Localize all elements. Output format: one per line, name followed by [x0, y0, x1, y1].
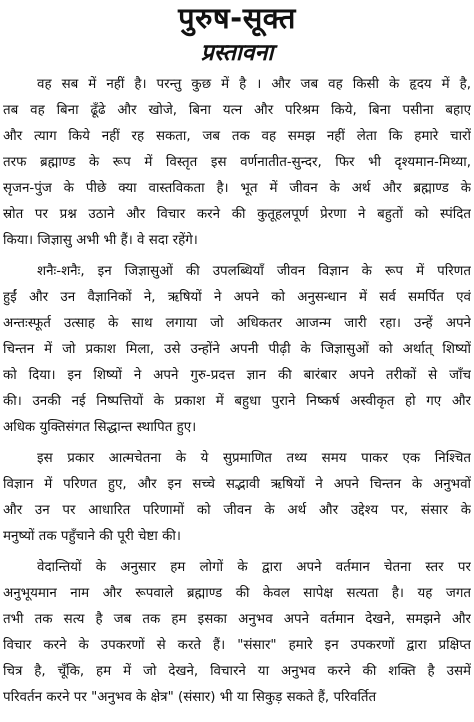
paragraph-line: किया। जिज्ञासु अभी भी हैं। वे सदा रहेंगे। [3, 233, 198, 248]
paragraph-line: वेदान्तियों के अनुसार हम लोगों के द्वारा अपने वर्तमान चेतना स्तर पर [37, 560, 471, 575]
paragraph-line: मनुष्यों तक पहुँचाने की पूरी चेष्टा की। [3, 529, 181, 544]
paragraph-line: अन्तःस्फूर्त उत्साह के साथ लगाया जो अधिकतर आजन्म जारी रहा। उन्हें अपने [3, 316, 471, 331]
paragraph-line: को दिया। इन शिष्यों ने अपने गुरु-प्रदत्त ज्ञान की बारंबार अपने तरीकों से जाँच [3, 368, 471, 383]
paragraph-line: चिन्तन में जो प्रकाश मिला, उसे उन्होंने अपनी पीढ़ी के जिज्ञासुओं को अर्थात् शिष्यों [3, 342, 471, 357]
paragraph-line: विज्ञान में परिणत हुए, और इन सच्चे सद्भावी ऋषियों ने अपने चिन्तन के अनुभवों [3, 477, 471, 492]
paragraph-line: इस प्रकार आत्मचेतना के ये सुप्रमाणित तथ्य समय पाकर एक निश्चित [37, 451, 471, 466]
paragraph-line: अनुभूयमान नाम और रूपवाले ब्रह्माण्ड की केवल सापेक्ष सत्यता है। यह जगत [3, 586, 471, 601]
paragraph-line: और त्याग किये नहीं रह सकता, जब तक वह समझ नहीं लेता कि हमारे चारों [3, 129, 471, 144]
paragraph-line: शनैः-शनैः, इन जिज्ञासुओं की उपलब्धियाँ जीवन विज्ञान के रूप में परिणत [37, 264, 471, 279]
paragraph-line: की। उनकी नई निष्पत्तियों के प्रकाश में बहुधा पुराने निष्कर्ष अस्वीकृत हो गए और [3, 394, 471, 409]
paragraph-line: परिवर्तन करने पर "अनुभव के क्षेत्र" (संसार) भी या सिकुड़ सकते हैं, परिवर्तित [3, 690, 377, 705]
paragraph-line: सृजन-पुंज के पीछे क्या वास्तविकता है। भूत में जीवन के अर्थ और ब्रह्माण्ड के [3, 181, 471, 196]
document-subtitle: प्रस्तावना [200, 40, 274, 66]
paragraph [3, 555, 471, 711]
document-body [3, 72, 471, 718]
paragraph-line: तब वह बिना ढूँढे और खोजे, बिना यत्न और परिश्रम किये, बिना पसीना बहाए [3, 103, 471, 118]
paragraph-line: और उन पर आधारित परिणामों को जीवन के अर्थ और उद्देश्य पर, संसार के [3, 503, 471, 518]
paragraph-line: विचार करने के उपकरणों से करते हैं। "संसार" हमारे इन उपकरणों द्वारा प्रक्षिप्त [3, 638, 471, 653]
paragraph-line: तरफ ब्रह्माण्ड के रूप में विस्तृत इस वर्णनातीत-सुन्दर, फिर भी दृश्यमान-मिथ्या, [3, 155, 471, 170]
paragraph [3, 446, 471, 550]
paragraph-line: तभी तक सत्य है जब तक हम इसका अनुभव अपने वर्तमान देखने, समझने और [3, 612, 471, 627]
paragraph-line: स्रोत पर प्रश्न उठाने और विचार करने की कुतूहलपूर्ण प्रेरणा ने बहुतों को स्पंदित [3, 207, 471, 222]
paragraph-line: चित्र है, चूँकि, हम में जो देखने, विचारने या अनुभव करने की शक्ति है उसमें [3, 664, 471, 679]
paragraph [3, 72, 471, 254]
paragraph [3, 259, 471, 441]
paragraph-line: हुईं और उन वैज्ञानिकों ने, ऋषियों ने अपने को अनुसन्धान में सर्व समर्पित एवं [3, 290, 471, 305]
paragraph-line: वह सब में नहीं है। परन्तु कुछ में है । और जब वह किसी के हृदय में है, [37, 77, 471, 92]
document-title: पुरुष-सूक्त [178, 1, 296, 35]
paragraph-line: अधिक युक्तिसंगत सिद्धान्त स्थापित हुए। [3, 420, 197, 435]
